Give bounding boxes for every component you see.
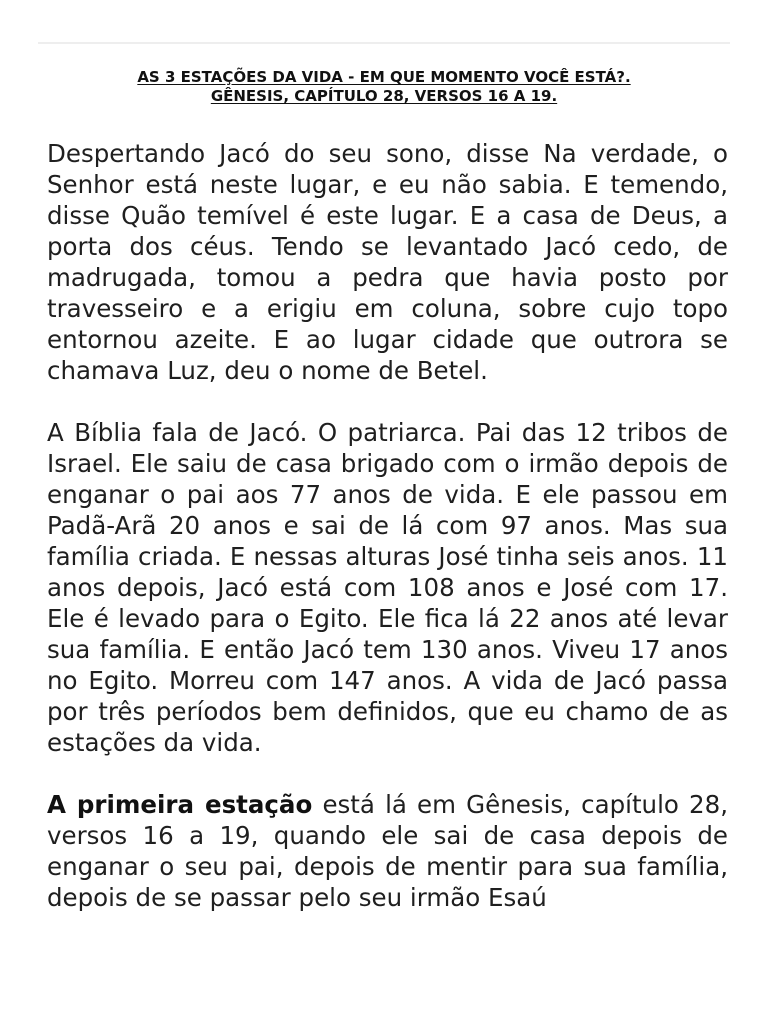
paragraph-3 (47, 789, 728, 913)
paragraph-1: Despertando Jacó do seu sono, disse Na verdade, o Senhor está neste lugar, e eu não sabia. E temendo, disse Quão temível é este lugar. E a casa de Deus, a porta dos céus. Tendo se levantado Jacó cedo, de madrugada, tomou a pedra que havia posto por travesseiro e a erigiu em coluna, sobre cujo topo entornou azeite. E ao lugar cidade que outrora se chamava Luz, deu o nome de Betel. (47, 139, 728, 385)
title-line-2: GÊNESIS, CAPÍTULO 28, VERSOS 16 A 19. (210, 87, 558, 105)
title-line-1: AS 3 ESTAÇÕES DA VIDA - EM QUE MOMENTO VOCÊ ESTÁ?. (137, 68, 631, 86)
document-body (47, 138, 728, 944)
document-title (40, 68, 728, 106)
top-divider (38, 42, 730, 44)
paragraph-3-text: está lá em Gênesis, capítulo 28, versos 16 a 19, quando ele sai de casa depois de enganar o seu pai, depois de mentir para sua família, depois de se passar pelo seu irmão Esaú (47, 790, 728, 912)
paragraph-3-bold-lead: A primeira estação (47, 790, 313, 819)
paragraph-2: A Bíblia fala de Jacó. O patriarca. Pai das 12 tribos de Israel. Ele saiu de casa brigado com o irmão depois de enganar o pai aos 77 anos de vida. E ele passou em Padã-Arã 20 anos e sai de lá com 97 anos. Mas sua família criada. E nessas alturas José tinha seis anos. 11 anos depois, Jacó está com 108 anos e José com 17. Ele é levado para o Egito. Ele fica lá 22 anos até levar sua família. E então Jacó tem 130 anos. Viveu 17 anos no Egito. Morreu com 147 anos. A vida de Jacó passa por três períodos bem definidos, que eu chamo de as estações da vida. (47, 418, 728, 757)
